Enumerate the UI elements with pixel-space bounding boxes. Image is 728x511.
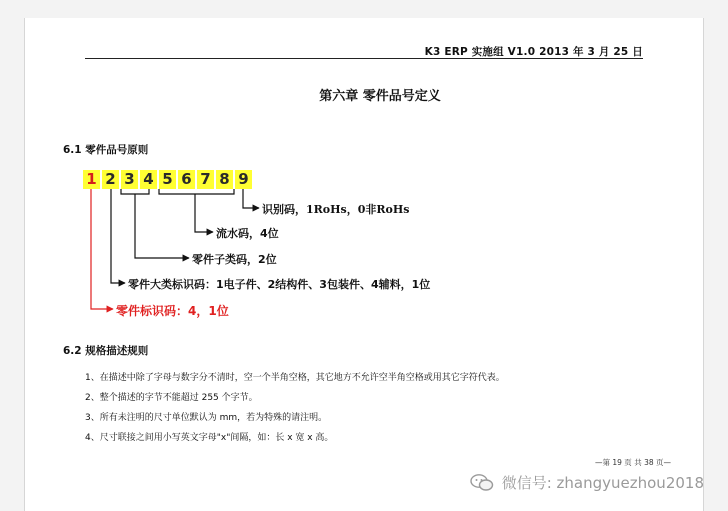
connector-major-class <box>111 189 125 283</box>
digit-1: 1 <box>83 170 100 189</box>
digit-3: 3 <box>121 170 138 189</box>
connector-subclass-bracket <box>121 189 149 194</box>
watermark-text: 微信号: zhangyuezhou2018 <box>501 474 704 492</box>
connector-serial <box>195 194 213 232</box>
label-serial-code: 流水码，4位 <box>216 227 279 240</box>
wechat-icon <box>470 474 494 492</box>
connector-identification <box>243 189 259 208</box>
label-subclass-code: 零件子类码，2位 <box>192 253 277 266</box>
label-major-class-code: 零件大类标识码：1电子件、2结构件、3包装件、4辅料，1位 <box>128 278 431 291</box>
chapter-title: 第六章 零件品号定义 <box>319 89 441 104</box>
rule-item: 1、在描述中除了字母与数字分不清时，空一个半角空格，其它地方不允许空半角空格或用其它字符代表。 <box>85 373 505 383</box>
header-meta: K3 ERP 实施组 V1.0 2013 年 3 月 25 日 <box>424 46 643 58</box>
section-2-title: 6.2 规格描述规则 <box>63 345 149 357</box>
connector-subclass <box>135 194 189 258</box>
document-page <box>24 18 704 511</box>
connector-part-id <box>91 189 113 309</box>
digit-7: 7 <box>197 170 214 189</box>
digit-9: 9 <box>235 170 252 189</box>
section-1-title: 6.1 零件品号原则 <box>63 144 149 156</box>
spec-rules-list <box>85 368 505 448</box>
digit-5: 5 <box>159 170 176 189</box>
rule-item: 4、尺寸联接之间用小写英文字母"x"间隔，如：长 x 宽 x 高。 <box>85 433 334 443</box>
wechat-watermark <box>470 472 704 493</box>
digit-2: 2 <box>102 170 119 189</box>
digit-4: 4 <box>140 170 157 189</box>
digit-6: 6 <box>178 170 195 189</box>
page-number: —第 19 页 共 38 页— <box>595 458 672 467</box>
rule-item: 3、所有未注明的尺寸单位默认为 mm，若为特殊的请注明。 <box>85 413 328 423</box>
rule-item: 2、整个描述的字节不能超过 255 个字节。 <box>85 393 258 403</box>
digit-8: 8 <box>216 170 233 189</box>
connector-serial-bracket <box>159 189 234 194</box>
label-part-id-code: 零件标识码：4，1位 <box>116 304 229 318</box>
label-identification-code: 识别码，1RoHs，0非RoHs <box>262 203 410 216</box>
